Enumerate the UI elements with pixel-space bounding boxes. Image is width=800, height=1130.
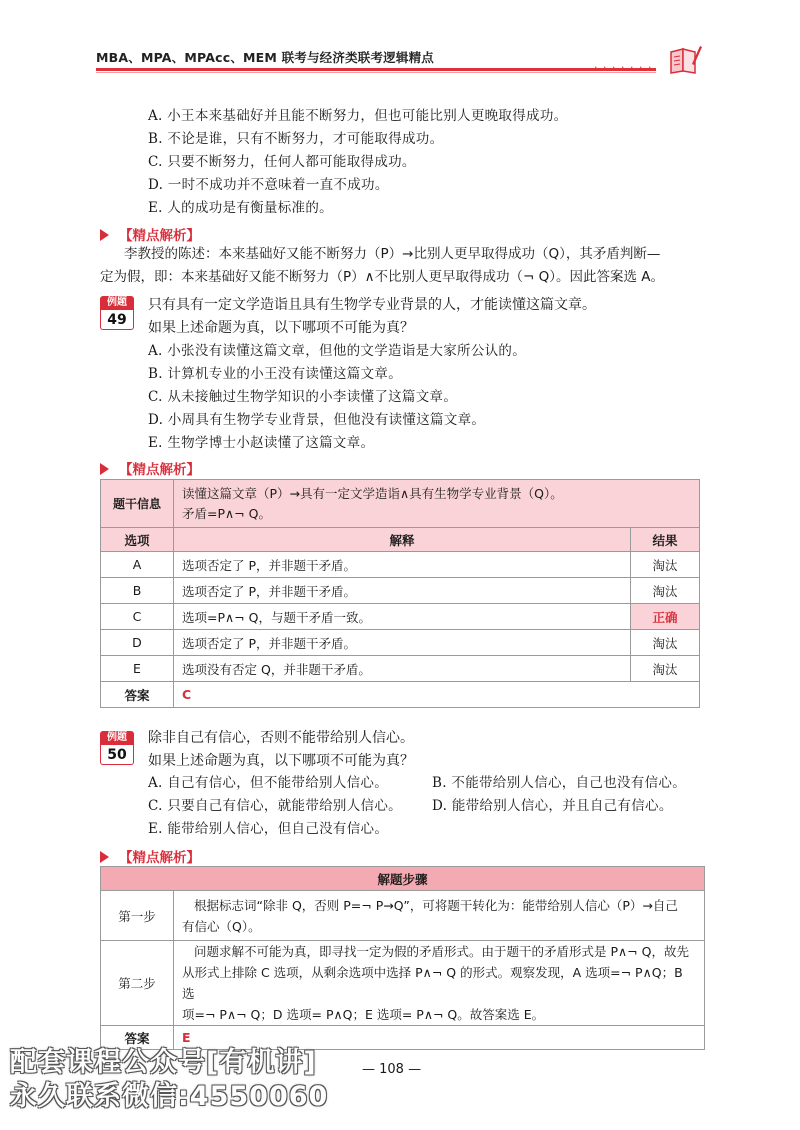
row-option: D (101, 630, 174, 656)
row-result: 淘汰 (631, 552, 700, 578)
info-line-2: 矛盾=P∧¬ Q。 (182, 505, 271, 521)
ex50-option-e: E. 能带给别人信心，但自己没有信心。 (148, 821, 389, 837)
watermark-line-1: 配套课程公众号[有机讲] (10, 1047, 317, 1078)
step2-line-3: 项=¬ P∧¬ Q；D 选项= P∧Q；E 选项= P∧¬ Q。故答案选 E。 (182, 1007, 545, 1022)
prev-option-d: D. 一时不成功并不意味着一直不成功。 (148, 177, 389, 193)
example-badge-label: 例题 (100, 296, 134, 310)
header-rule (96, 68, 656, 71)
example-49-badge (100, 296, 134, 332)
row-result: 淘汰 (631, 630, 700, 656)
prev-option-c: C. 只要不断努力，任何人都可能取得成功。 (148, 154, 416, 170)
step-content (174, 891, 705, 941)
analysis-heading (100, 458, 200, 476)
row-explain: 选项否定了 P，并非题干矛盾。 (174, 630, 631, 656)
ex50-option-c: C. 只要自己有信心，就能带给别人信心。 (148, 798, 402, 814)
answer-value: E (174, 1026, 705, 1050)
table-row (101, 480, 700, 528)
step-label: 第一步 (101, 891, 174, 941)
col-header-explain: 解释 (174, 528, 631, 552)
answer-label: 答案 (101, 682, 174, 708)
answer-label: 答案 (101, 1026, 174, 1050)
table-header-row (101, 528, 700, 552)
analysis-heading (100, 224, 200, 242)
info-content-cell (174, 480, 700, 528)
ex49-analysis-table (100, 479, 700, 708)
ex50-stem: 除非自己有信心，否则不能带给别人信心。 (148, 730, 414, 746)
row-option: A (101, 552, 174, 578)
answer-row (101, 682, 700, 708)
prev-analysis-line-1: 李教授的陈述：本来基础好又能不断努力（P）→比别人更早取得成功（Q），其矛盾判断— (124, 246, 661, 262)
table-row (101, 604, 700, 630)
col-header-option: 选项 (101, 528, 174, 552)
step2-line-2: 从形式上排除 C 选项，从剩余选项中选择 P∧¬ Q 的形式。观察发现，A 选项=¬ P∧Q；B 选 (182, 965, 683, 1001)
analysis-heading-label: 【精点解析】 (119, 850, 200, 866)
ex49-stem: 只有具有一定文学造诣且具有生物学专业背景的人，才能读懂这篇文章。 (148, 297, 596, 313)
step2-line-1: 问题求解不可能为真，即寻找一定为假的矛盾形式。由于题干的矛盾形式是 P∧¬ Q，故先 (194, 944, 689, 959)
book-pencil-icon (668, 44, 702, 74)
row-option: C (101, 604, 174, 630)
info-line-1: 读懂这篇文章（P）→具有一定文学造诣∧具有生物学专业背景（Q）。 (182, 485, 563, 501)
steps-header: 解题步骤 (101, 867, 705, 891)
prev-analysis-line-2: 定为假，即：本来基础好又能不断努力（P）∧不比别人更早取得成功（¬ Q）。因此答案选 A。 (100, 269, 665, 285)
example-badge-label: 例题 (100, 731, 134, 745)
row-option: E (101, 656, 174, 682)
example-number: 50 (100, 745, 134, 765)
table-row (101, 552, 700, 578)
header-dots: · · · · · · · (594, 61, 653, 74)
header-title: MBA、MPA、MPAcc、MEM 联考与经济类联考逻辑精点 (96, 50, 434, 65)
row-result: 淘汰 (631, 656, 700, 682)
row-explain: 选项否定了 P，并非题干矛盾。 (174, 552, 631, 578)
ex49-option-d: D. 小周具有生物学专业背景，但他没有读懂这篇文章。 (148, 412, 486, 428)
table-row (101, 578, 700, 604)
table-row (101, 891, 705, 941)
info-label-cell: 题干信息 (101, 480, 174, 528)
row-explain: 选项没有否定 Q，并非题干矛盾。 (174, 656, 631, 682)
running-header (96, 46, 716, 74)
table-row (101, 630, 700, 656)
triangle-bullet-icon (100, 463, 109, 475)
row-explain: 选项=P∧¬ Q，与题干矛盾一致。 (174, 604, 631, 630)
ex49-option-b: B. 计算机专业的小王没有读懂这篇文章。 (148, 366, 403, 382)
col-header-result: 结果 (631, 528, 700, 552)
example-number: 49 (100, 310, 134, 330)
row-result-correct: 正确 (631, 604, 700, 630)
prev-option-e: E. 人的成功是有衡量标准的。 (148, 200, 333, 216)
ex50-option-a: A. 自己有信心，但不能带给别人信心。 (148, 775, 389, 791)
triangle-bullet-icon (100, 851, 109, 863)
prev-option-b: B. 不论是谁，只有不断努力，才可能取得成功。 (148, 131, 444, 147)
table-header-row (101, 867, 705, 891)
page-number: — 108 — (362, 1062, 422, 1077)
table-row (101, 656, 700, 682)
triangle-bullet-icon (100, 229, 109, 241)
ex49-option-a: A. 小张没有读懂这篇文章，但他的文学造诣是大家所公认的。 (148, 343, 527, 359)
header-rule-thin (96, 72, 656, 73)
step-label: 第二步 (101, 941, 174, 1026)
ex49-option-c: C. 从未接触过生物学知识的小李读懂了这篇文章。 (148, 389, 458, 405)
watermark-line-2: 永久联系微信:4550060 (10, 1081, 329, 1112)
ex50-option-b: B. 不能带给别人信心，自己也没有信心。 (432, 775, 687, 791)
row-option: B (101, 578, 174, 604)
row-explain: 选项否定了 P，并非题干矛盾。 (174, 578, 631, 604)
answer-value: C (174, 682, 700, 708)
ex50-option-d: D. 能带给别人信心，并且自己有信心。 (432, 798, 673, 814)
example-50-badge (100, 731, 134, 767)
ex50-analysis-table (100, 866, 705, 1050)
analysis-heading-label: 【精点解析】 (119, 462, 200, 478)
step1-line-2: 有信心（Q）。 (182, 918, 261, 934)
ex49-option-e: E. 生物学博士小赵读懂了这篇文章。 (148, 435, 375, 451)
analysis-heading (100, 846, 200, 864)
step1-line-1: 根据标志词“除非 Q，否则 P=¬ P→Q”，可将题干转化为：能带给别人信心（P）→自己 (194, 897, 678, 913)
row-result: 淘汰 (631, 578, 700, 604)
ex50-question: 如果上述命题为真，以下哪项不可能为真？ (148, 753, 414, 769)
prev-option-a: A. 小王本来基础好并且能不断努力，但也可能比别人更晚取得成功。 (148, 108, 568, 124)
analysis-heading-label: 【精点解析】 (119, 228, 200, 244)
table-row (101, 941, 705, 1026)
step-content (174, 941, 705, 1026)
ex49-question: 如果上述命题为真，以下哪项不可能为真？ (148, 320, 414, 336)
